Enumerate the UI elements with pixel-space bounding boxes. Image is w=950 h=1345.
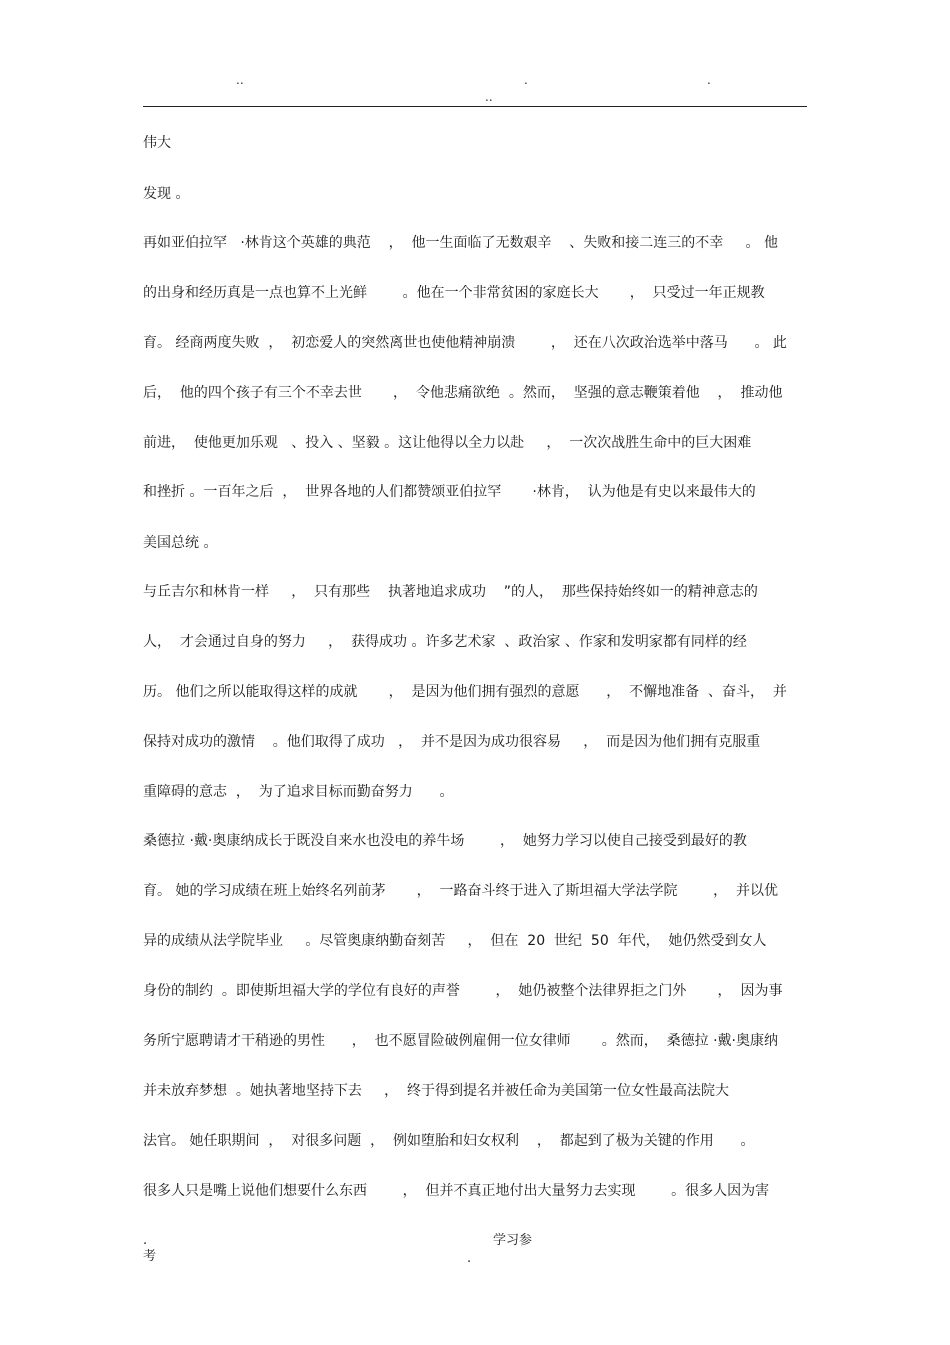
header-dot-center: . <box>524 73 528 87</box>
body-line: 美国总统 。 <box>143 535 218 551</box>
body-line: 再如亚伯拉罕 ·林肯这个英雄的典范 ， 他一生面临了无数艰辛 、失败和接二连三的不幸 。 他 <box>143 235 779 251</box>
body-line: 与丘吉尔和林肯一样 ， 只有那些 执著地追求成功 ”的人， 那些保持始终如一的精神意志的 <box>143 584 758 600</box>
body-line: 育。 经商两度失败 ， 初恋爱人的突然离世也使他精神崩溃 ， 还在八次政治选举中落马 。 此 <box>143 335 787 351</box>
header-dot-lower: .. <box>485 90 493 104</box>
body-line: 务所宁愿聘请才干稍逊的男性 ， 也不愿冒险破例雇佣一位女律师 。然而， 桑德拉 ·戴·奥康纳 <box>143 1033 779 1049</box>
body-line: 育。 她的学习成绩在班上始终名列前茅 ， 一路奋斗终于进入了斯坦福大学法学院 ， 并以优 <box>143 883 779 899</box>
footer-center-text: 学习参 <box>493 1233 533 1248</box>
body-line: 发现 。 <box>143 186 190 202</box>
footer-left-text: 考 <box>143 1249 157 1264</box>
body-line: 法官。 她任职期间 ， 对很多问题 ， 例如堕胎和妇女权利 ， 都起到了极为关键的作用 。 <box>143 1133 755 1149</box>
body-line: 后， 他的四个孩子有三个不幸去世 ， 令他悲痛欲绝 。然而， 坚强的意志鞭策着他 ， 推动他 <box>143 385 783 401</box>
body-line: 保持对成功的激情 。他们取得了成功 ， 并不是因为成功很容易 ， 而是因为他们拥有克服重 <box>143 734 761 750</box>
body-line: 历。 他们之所以能取得这样的成就 ， 是因为他们拥有强烈的意愿 ， 不懈地准备 、奋斗， 并 <box>143 684 787 700</box>
header-rule <box>143 106 807 107</box>
body-line: 前进， 使他更加乐观 、投入 、坚毅 。这让他得以全力以赴 ， 一次次战胜生命中的巨大困难 <box>143 435 752 451</box>
body-line: 重障碍的意志 ， 为了追求目标而勤奋努力 。 <box>143 784 454 800</box>
body-line: 和挫折 。一百年之后 ， 世界各地的人们都赞颂亚伯拉罕 ·林肯， 认为他是有史以来最伟大的 <box>143 484 756 500</box>
body-line: 异的成绩从法学院毕业 。尽管奥康纳勤奋刻苦 ， 但在 20 世纪 50 年代， 她仍然受到女人 <box>143 933 767 949</box>
footer-right-dot: . <box>467 1251 472 1266</box>
body-line: 并未放弃梦想 。她执著地坚持下去 ， 终于得到提名并被任命为美国第一位女性最高法院大 <box>143 1083 730 1099</box>
body-line: 伟大 <box>143 135 171 151</box>
body-line: 人， 才会通过自身的努力 ， 获得成功 。许多艺术家 、政治家 、作家和发明家都有同样的经 <box>143 634 747 650</box>
body-line: 很多人只是嘴上说他们想要什么东西 ， 但并不真正地付出大量努力去实现 。很多人因为害 <box>143 1183 770 1199</box>
body-line: 桑德拉 ·戴·奥康纳成长于既没自来水也没电的养牛场 ， 她努力学习以使自己接受到最好的教 <box>143 833 747 849</box>
header-dot-right: . <box>707 73 711 87</box>
footer-left-dot: . <box>143 1233 148 1248</box>
header-dot-left: .. <box>236 73 244 87</box>
body-line: 的出身和经历真是一点也算不上光鲜 。他在一个非常贫困的家庭长大 ， 只受过一年正规教 <box>143 285 765 301</box>
body-line: 身份的制约 。即使斯坦福大学的学位有良好的声誉 ， 她仍被整个法律界拒之门外 ， 因为事 <box>143 983 783 999</box>
